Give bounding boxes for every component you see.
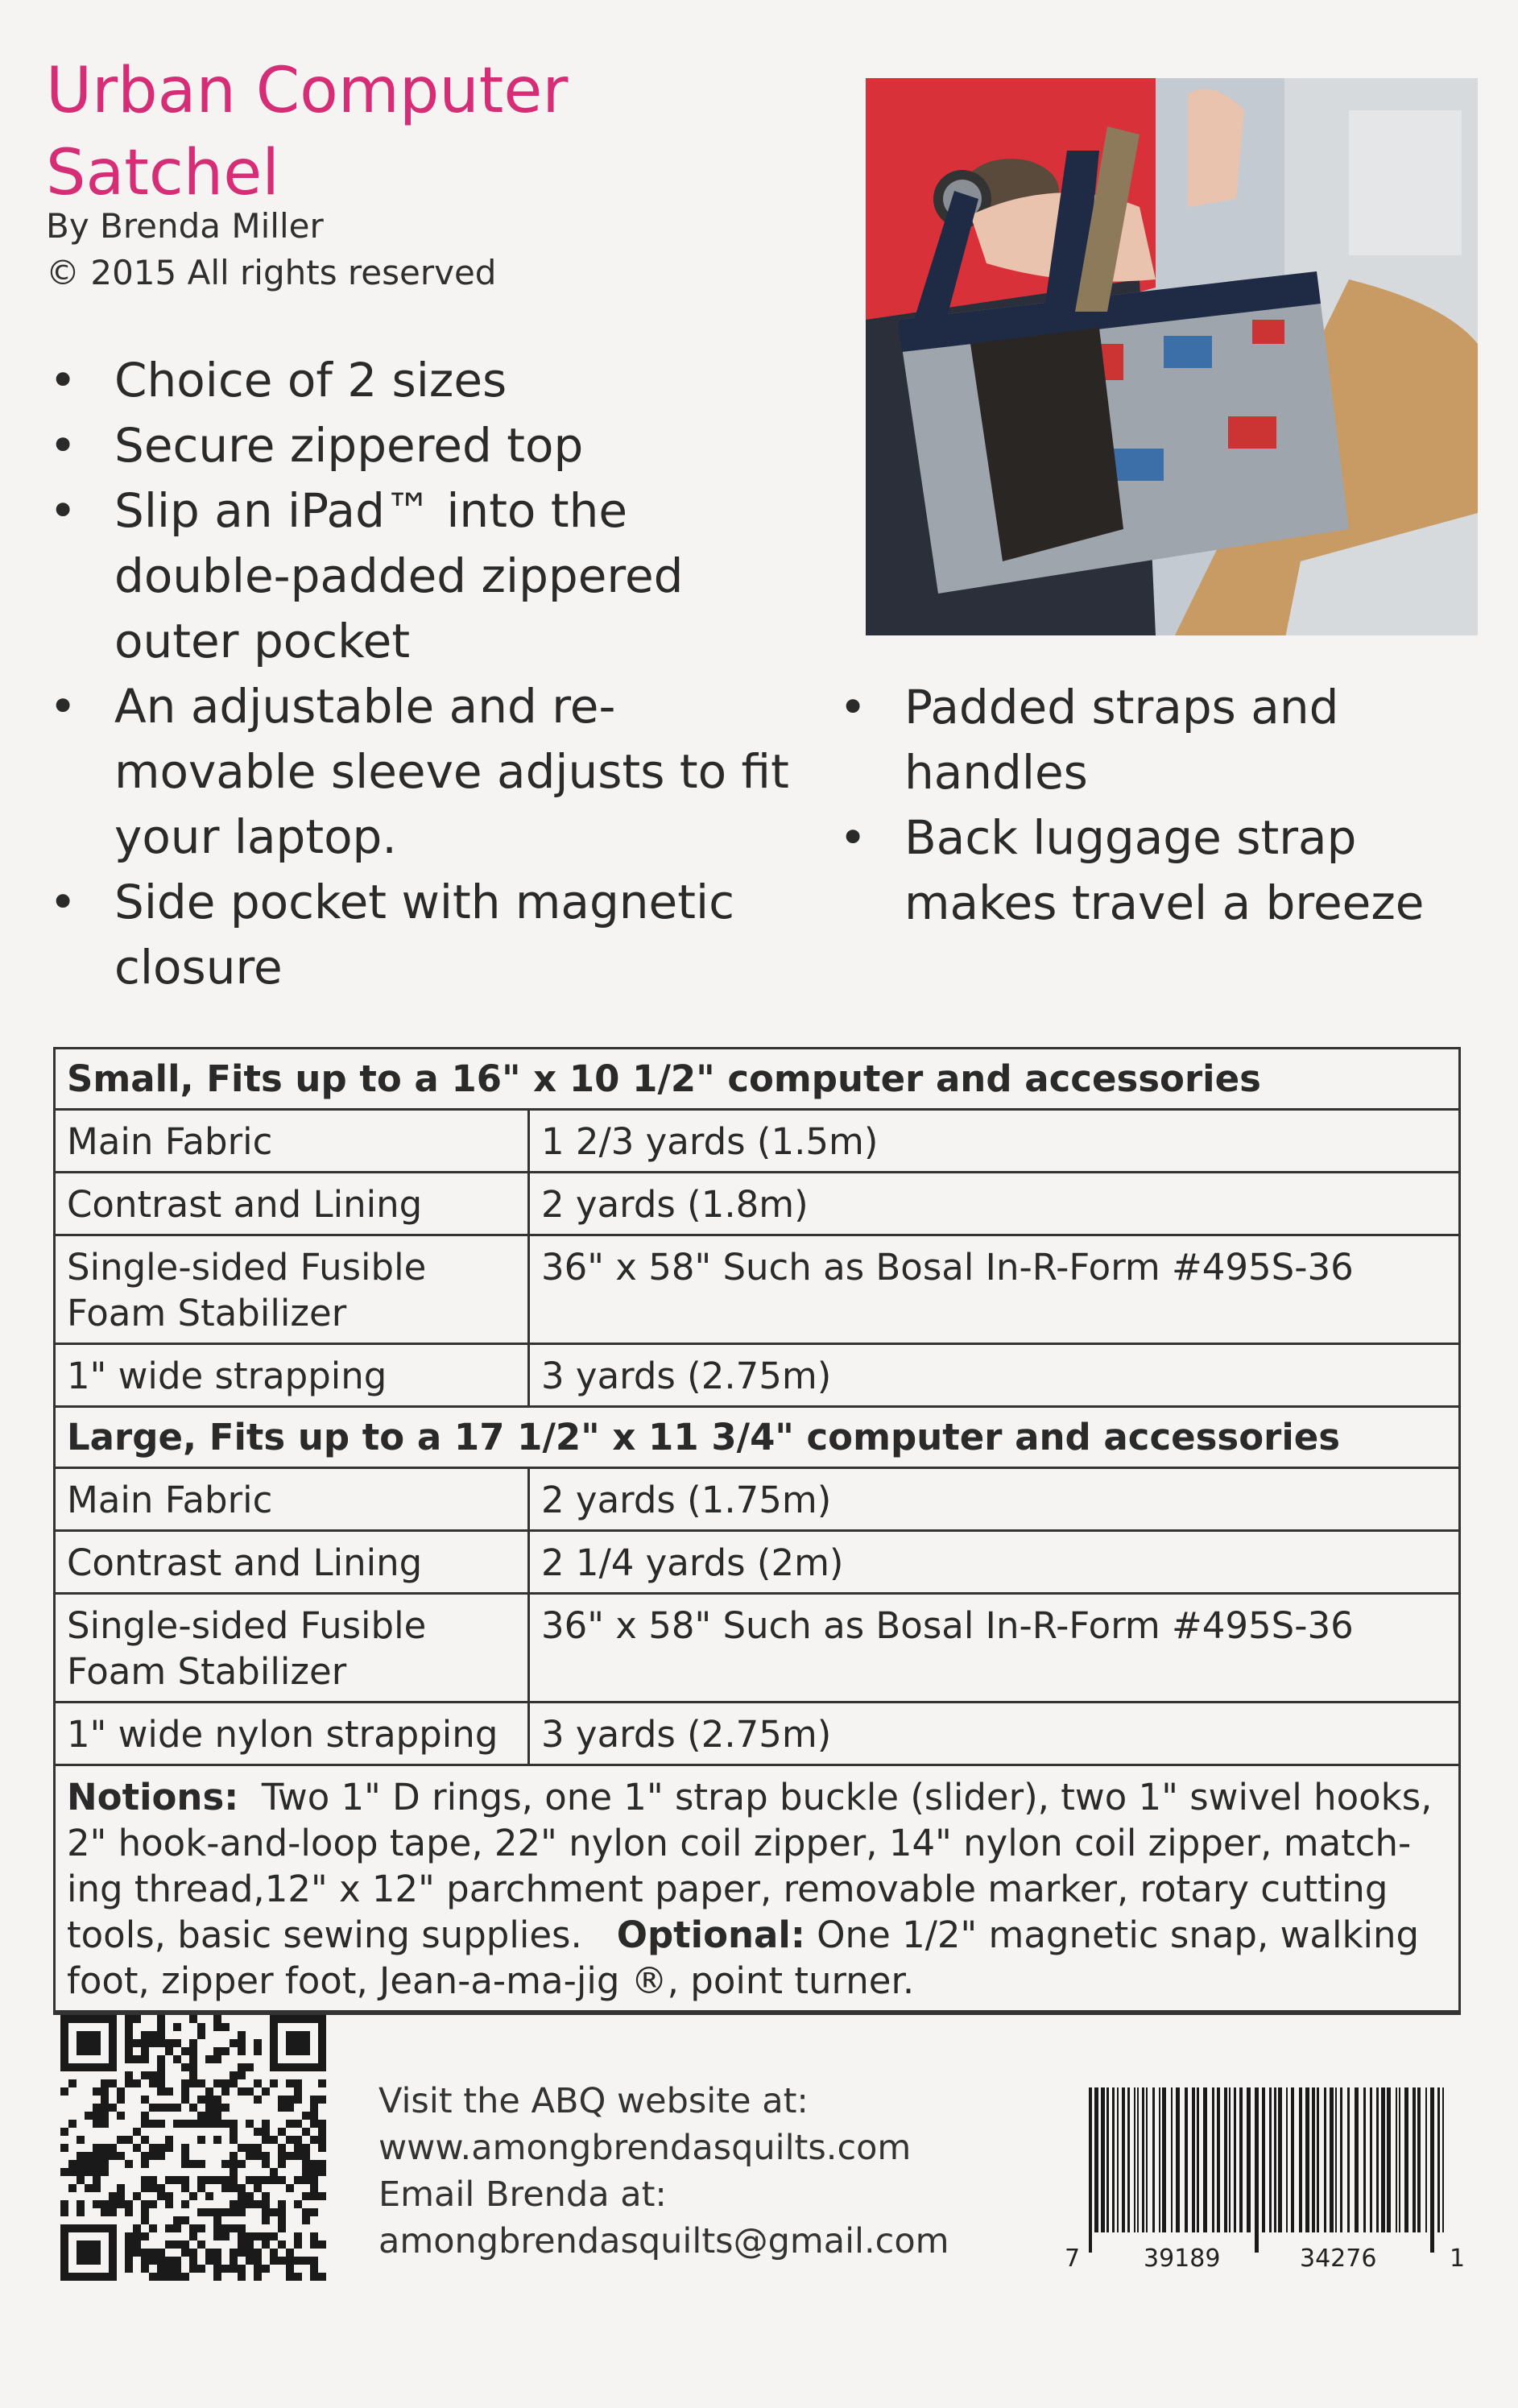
material-item: Main Fabric [56, 1110, 529, 1173]
product-photo [866, 78, 1478, 635]
table-row [56, 1531, 1458, 1594]
material-item: Single-sided Fusible Foam Stabilizer [56, 1235, 529, 1344]
feature-item: • Padded straps and handles [836, 675, 1480, 805]
large-size-heading: Large, Fits up to a 17 1/2" x 11 3/4" computer and accessories [56, 1407, 1458, 1468]
website-link[interactable]: www.amongbrendasquilts.com [378, 2128, 912, 2168]
title-line-1: Urban Computer [46, 55, 569, 127]
table-row [56, 1235, 1458, 1344]
barcode-group-1: 39189 [1144, 2245, 1221, 2273]
material-amount: 36" x 58" Such as Bosal In-R-Form #495S-36 [529, 1594, 1459, 1703]
barcode-group-2: 34276 [1300, 2245, 1377, 2273]
copyright-text: © 2015 All rights reserved [46, 253, 497, 292]
byline [46, 203, 496, 296]
table-row [56, 1594, 1458, 1703]
material-item: 1" wide nylon strapping [56, 1703, 529, 1765]
feature-item: • Back luggage strap makes travel a breeze [836, 805, 1480, 936]
barcode-bars [1065, 2087, 1467, 2253]
qr-code[interactable] [60, 2015, 326, 2281]
table-row [56, 1468, 1458, 1531]
barcode-lead-digit: 7 [1065, 2245, 1081, 2273]
table-row [56, 1703, 1458, 1765]
contact-info [378, 2078, 949, 2265]
material-item: 1" wide strapping [56, 1344, 529, 1407]
material-amount: 3 yards (2.75m) [529, 1703, 1459, 1765]
qr-code-graphic [60, 2015, 326, 2281]
table-row [56, 1110, 1458, 1173]
material-item: Contrast and Lining [56, 1531, 529, 1594]
feature-list-left [46, 348, 811, 1000]
optional-text: One 1/2" magnetic snap, walking foot, zipper foot, Jean-a-ma-jig ®, point turner. [67, 1914, 1420, 2002]
website-label: Visit the ABQ website at: [378, 2081, 809, 2121]
upc-barcode [1065, 2087, 1467, 2289]
feature-item: • Side pocket with magnetic closure [46, 870, 811, 1000]
barcode-check-digit: 1 [1450, 2245, 1466, 2273]
optional-label: Optional: [616, 1914, 805, 1956]
material-item: Contrast and Lining [56, 1173, 529, 1235]
table-row [56, 1344, 1458, 1407]
author-text: By Brenda Miller [46, 206, 324, 246]
email-link[interactable]: amongbrendasquilts@gmail.com [378, 2221, 949, 2261]
feature-item: • An adjustable and re-movable sleeve adjusts to fit your laptop. [46, 674, 811, 870]
notions-cell [56, 1765, 1458, 2012]
feature-list-right [836, 675, 1480, 936]
email-label: Email Brenda at: [378, 2174, 667, 2215]
page-title [46, 50, 771, 214]
feature-item: • Slip an iPad™ into the double-padded zippered outer pocket [46, 478, 811, 674]
material-item: Main Fabric [56, 1468, 529, 1531]
small-size-heading: Small, Fits up to a 16" x 10 1/2" computer and accessories [56, 1049, 1458, 1110]
feature-item: • Choice of 2 sizes [46, 348, 811, 413]
material-item: Single-sided Fusible Foam Stabilizer [56, 1594, 529, 1703]
notions-text: Two 1" D rings, one 1" strap buckle (slider), two 1" swivel hooks, 2" hook-and-loop tape, 22" nylon coil zipper, 14" nylon coil zipper, match-ing thread,12" x 12" parchment paper, removable marker, rotary cutting tools, basic sewing supplies. [67, 1776, 1433, 1956]
material-amount: 36" x 58" Such as Bosal In-R-Form #495S-36 [529, 1235, 1459, 1344]
feature-item: • Secure zippered top [46, 413, 811, 478]
title-line-2: Satchel [46, 137, 279, 209]
table-row [56, 1173, 1458, 1235]
satchel-photo-illustration [866, 78, 1478, 635]
material-amount: 2 yards (1.8m) [529, 1173, 1459, 1235]
material-amount: 3 yards (2.75m) [529, 1344, 1459, 1407]
materials-table [53, 1047, 1461, 2015]
notions-label: Notions: [67, 1776, 239, 1818]
material-amount: 2 1/4 yards (2m) [529, 1531, 1459, 1594]
material-amount: 1 2/3 yards (1.5m) [529, 1110, 1459, 1173]
material-amount: 2 yards (1.75m) [529, 1468, 1459, 1531]
